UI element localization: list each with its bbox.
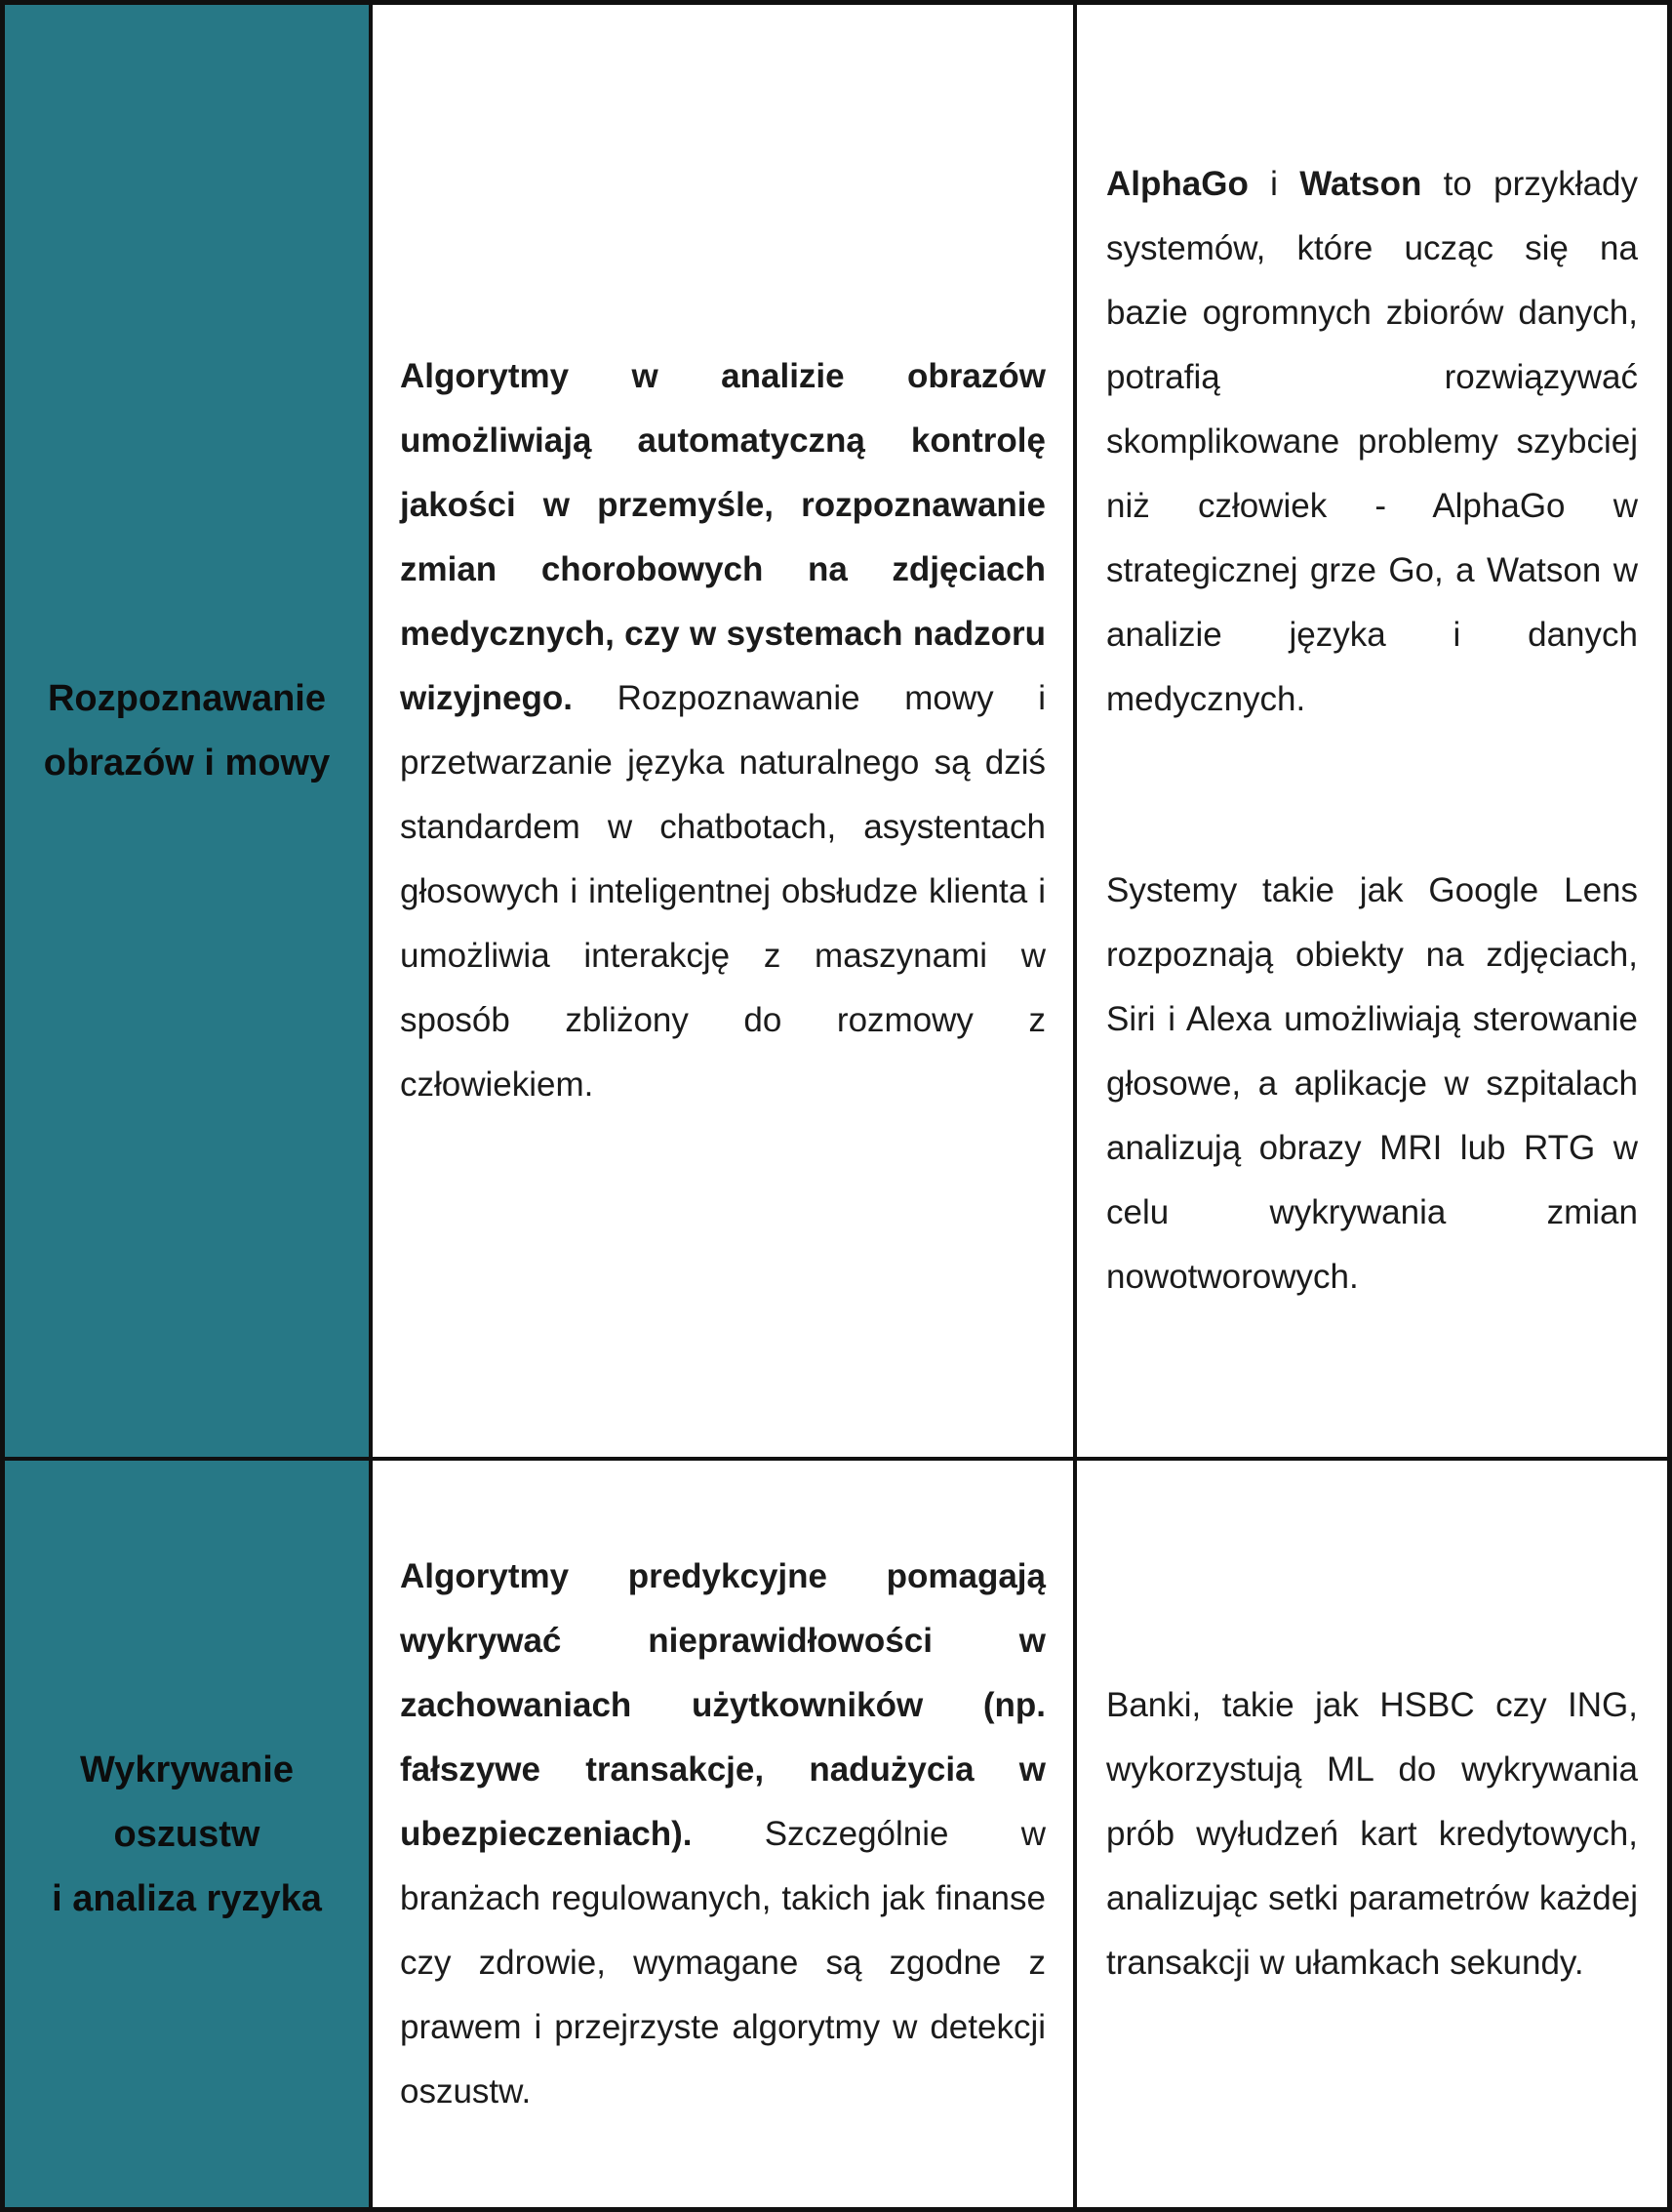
description-paragraph: Algorytmy w analizie obrazów umożliwiają automatyczną kontrolę jakości w przemyśle, rozpoznawanie zmian chorobowych na zdjęciach medycznych, czy w systemach nadzoru wizyjnego. Rozpoznawanie mowy i przetwarzanie języka naturalnego są dziś standardem w chatbotach, asystentach głosowych i inteligentnej obsłudze klienta i umożliwia interakcję z maszynami w sposób zbliżony do rozmowy z człowiekiem. (400, 357, 1046, 1104)
example-paragraph-banks: Banki, takie jak HSBC czy ING, wykorzystują ML do wykrywania prób wyłudzeń kart kredytowych, analizując setki parametrów każdej transakcji w ułamkach sekundy. (1106, 1685, 1638, 1982)
description-cell-image-speech (373, 5, 1073, 1457)
description-paragraph: Algorytmy predykcyjne pomagają wykrywać nieprawidłowości w zachowaniach użytkowników (np. fałszywe transakcje, nadużycia w ubezpieczeniach). Szczególnie w branżach regulowanych, takich jak finanse czy zdrowie, wymagane są zgodne z prawem i przejrzyste algorytmy w detekcji oszustw. (400, 1556, 1046, 2111)
row-header-fraud-detection (5, 1461, 369, 2207)
row-header-label: Wykrywanie oszustw i analiza ryzyka (52, 1749, 322, 1919)
examples-cell-image-speech (1077, 5, 1667, 1457)
paragraph-gap (1106, 732, 1638, 859)
row-header-label: Rozpoznawanie obrazów i mowy (43, 678, 331, 784)
examples-cell-fraud-detection (1077, 1461, 1667, 2207)
example-paragraph-alphago-watson: AlphaGo i Watson to przykłady systemów, które ucząc się na bazie ogromnych zbiorów danych, potrafią rozwiązywać skomplikowane problemy szybciej niż człowiek - AlphaGo w strategicznej grze Go, a Watson w analizie języka i danych medycznych. (1106, 165, 1638, 718)
description-cell-fraud-detection (373, 1461, 1073, 2207)
example-paragraph-google-lens: Systemy takie jak Google Lens rozpoznają obiekty na zdjęciach, Siri i Alexa umożliwiają sterowanie głosowe, a aplikacje w szpitalach analizują obrazy MRI lub RTG w celu wykrywania zmian nowotworowych. (1106, 871, 1638, 1296)
row-header-image-speech-recognition (5, 5, 369, 1457)
